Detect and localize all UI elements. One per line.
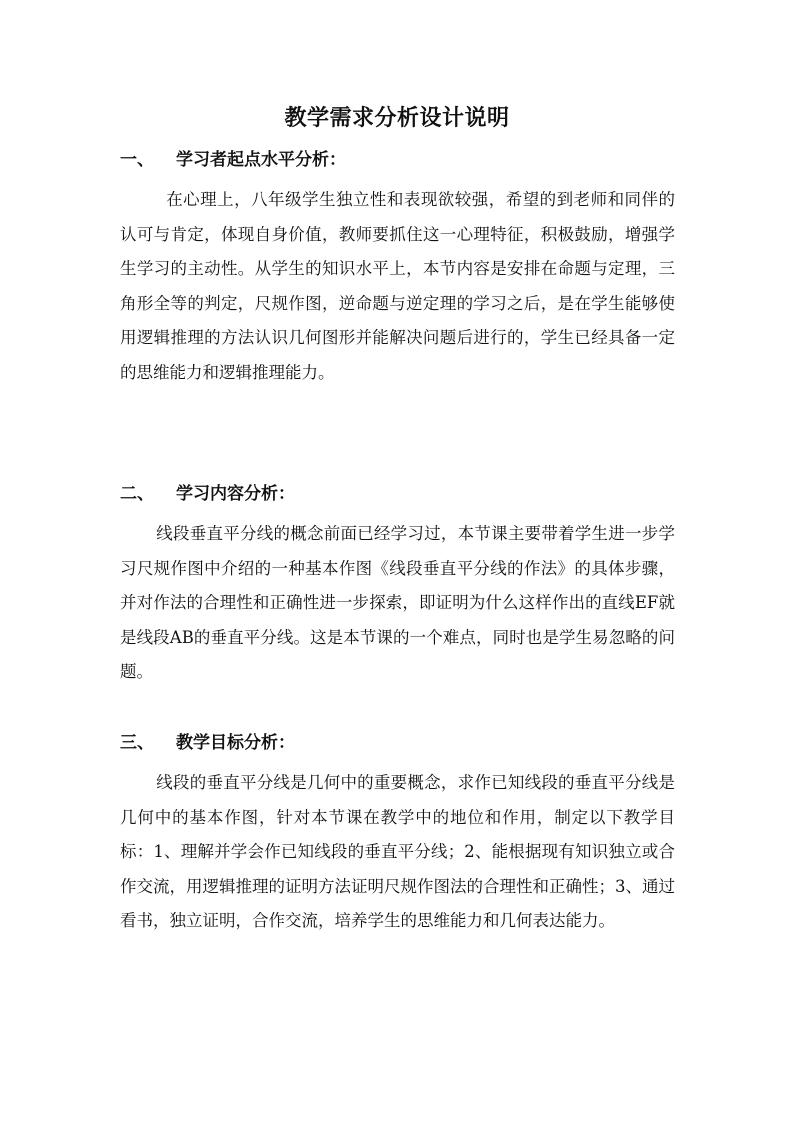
section-body-3: 线段的垂直平分线是几何中的重要概念，求作已知线段的垂直平分线是几何中的基本作图，针对本节课在教学中的地位和作用，制定以下教学目标：1、理解并学会作已知线段的垂直平分线；2、能根据现有知识独立或合作交流，用逻辑推理的证明方法证明尺规作图法的合理性和正确性；3、通过看书，独立证明，合作交流，培养学生的思维能力和几何表达能力。 — [120, 773, 675, 930]
document-title: 教学需求分析设计说明 — [284, 105, 510, 131]
section-body-1: 在心理上，八年级学生独立性和表现欲较强，希望的到老师和同伴的认可与肯定，体现自身价值，教师要抓住这一心理特征，积极鼓励，增强学生学习的主动性。从学生的知识水平上，本节内容是安排在命题与定理，三角形全等的判定，尺规作图，逆命题与逆定理的学习之后，是在学生能够使用逻辑推理的方法认识几何图形并能解决问题后进行的，学生已经具备一定的思维能力和逻辑推理能力。 — [120, 190, 675, 382]
section-heading-3 — [120, 729, 295, 757]
section-heading-1 — [120, 146, 346, 174]
section-number-3: 三、 — [120, 733, 154, 753]
section-title-1: 学习者起点水平分析： — [176, 150, 346, 170]
section-body-2: 线段垂直平分线的概念前面已经学习过，本节课主要带着学生进一步学习尺规作图中介绍的一种基本作图《线段垂直平分线的作法》的具体步骤，并对作法的合理性和正确性进一步探索，即证明为什么这样作出的直线EF就是线段AB的垂直平分线。这是本节课的一个难点，同时也是学生易忽略的问题。 — [120, 524, 675, 681]
section-number-2: 二、 — [120, 484, 154, 504]
section-number-1: 一、 — [120, 150, 154, 170]
section-title-3: 教学目标分析： — [176, 733, 295, 753]
section-title-2: 学习内容分析： — [176, 484, 295, 504]
section-heading-2 — [120, 480, 295, 508]
